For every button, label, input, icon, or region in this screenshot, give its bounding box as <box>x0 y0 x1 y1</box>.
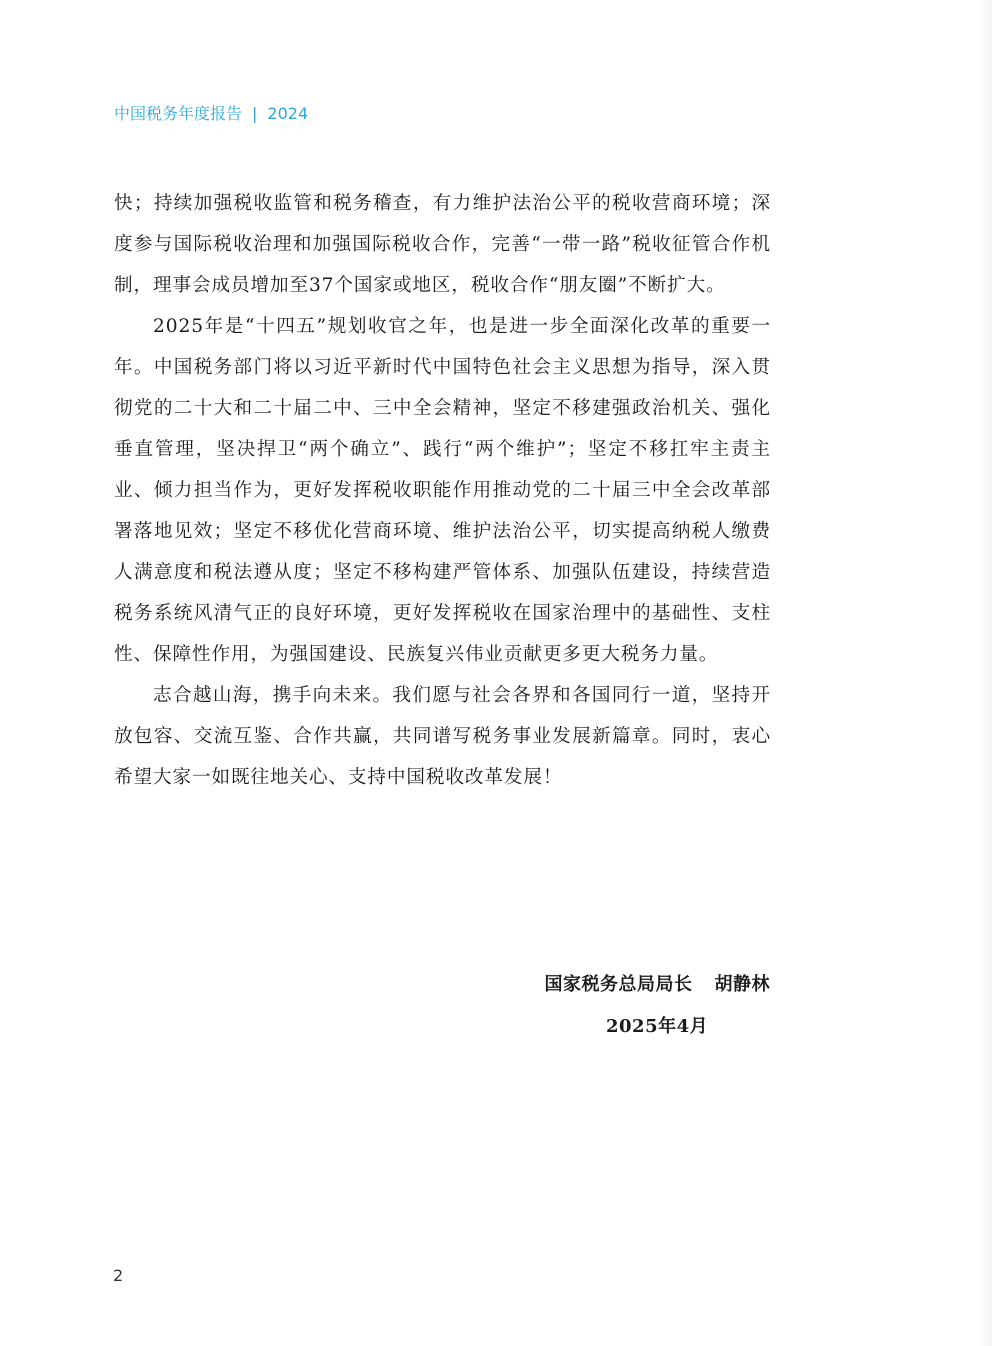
paragraph-2025-outlook: 2025年是“十四五”规划收官之年，也是进一步全面深化改革的重要一年。中国税务部门将以习近平新时代中国特色社会主义思想为指导，深入贯彻党的二十大和二十届二中、三中全会精神，坚定不移建强政治机关、强化垂直管理，坚决捍卫“两个确立”、践行“两个维护”；坚定不移扛牢主责主业、倾力担当作为，更好发挥税收职能作用推动党的二十届三中全会改革部署落地见效；坚定不移优化营商环境、维护法治公平，切实提高纳税人缴费人满意度和税法遵从度；坚定不移构建严管体系、加强队伍建设，持续营造税务系统风清气正的良好环境，更好发挥税收在国家治理中的基础性、支柱性、保障性作用，为强国建设、民族复兴伟业贡献更多更大税务力量。 <box>114 316 771 665</box>
report-title: 中国税务年度报告 <box>114 104 243 123</box>
paragraph-closing: 志合越山海，携手向未来。我们愿与社会各界和各国同行一道，坚持开放包容、交流互鉴、合作共赢，共同谱写税务事业发展新篇章。同时，衷心希望大家一如既往地关心、支持中国税收改革发展！ <box>114 685 771 788</box>
running-header <box>114 101 308 124</box>
signatory-title: 国家税务总局局长 <box>544 974 693 995</box>
body-text <box>114 183 771 798</box>
paragraph-continued: 快；持续加强税收监管和税务稽查，有力维护法治公平的税收营商环境；深度参与国际税收治理和加强国际税收合作，完善“一带一路”税收征管合作机制，理事会成员增加至37个国家或地区，税收合作“朋友圈”不断扩大。 <box>114 193 771 296</box>
header-separator: | <box>252 104 258 123</box>
signature-line <box>545 970 771 996</box>
page-number: 2 <box>113 1266 124 1285</box>
signatory-name: 胡静林 <box>714 974 770 995</box>
page-edge-shading <box>978 0 992 1346</box>
signature-date: 2025年4月 <box>606 1016 709 1037</box>
report-year: 2024 <box>267 104 309 123</box>
